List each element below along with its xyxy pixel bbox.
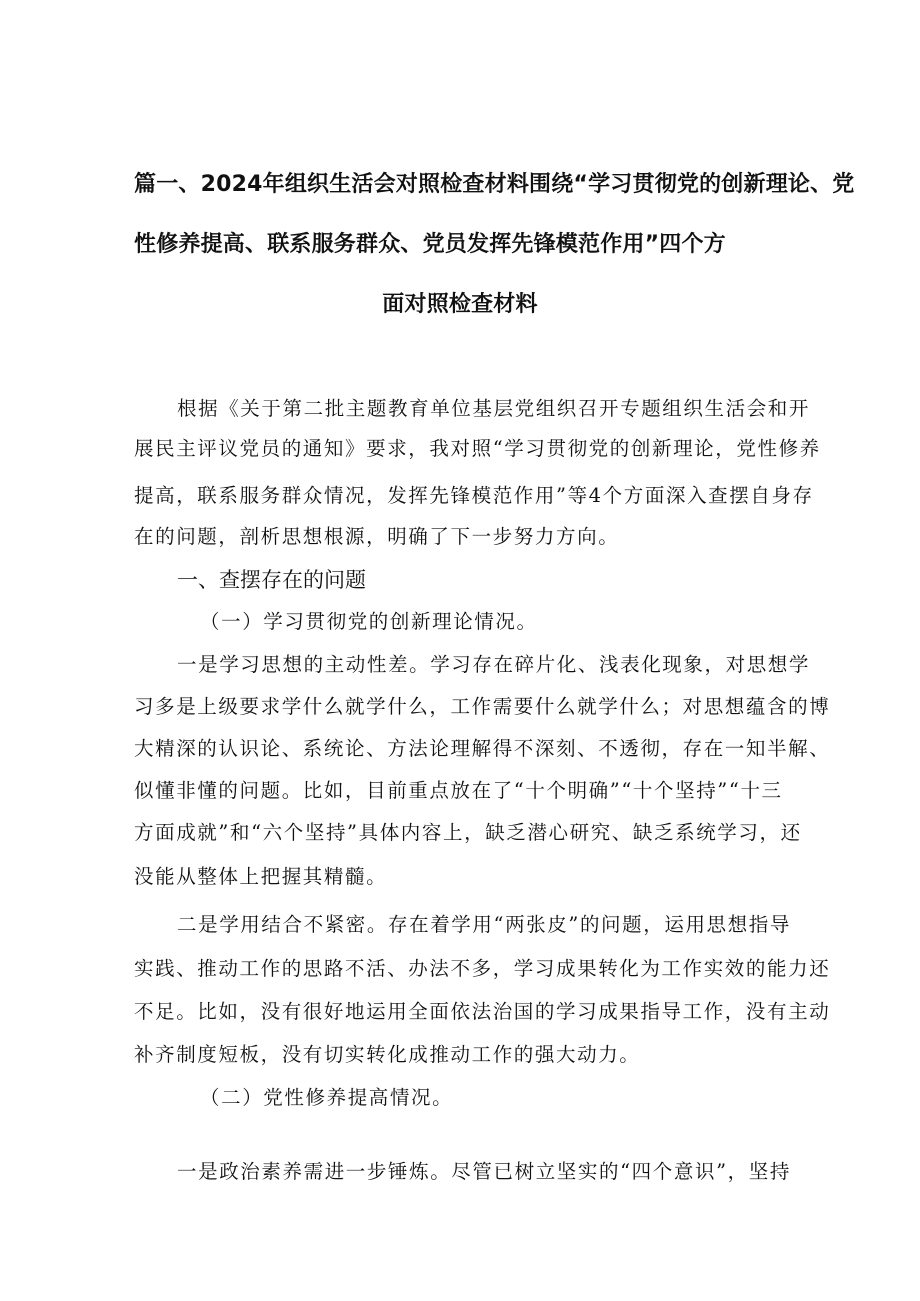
para3-line-1: 一是政治素养需进一步锤炼。尽管已树立坚实的“四个意识”，坚持 <box>177 1160 791 1183</box>
para2-line-2: 实践、推动工作的思路不活、办法不多，学习成果转化为工作实效的能力还 <box>134 957 831 980</box>
section-heading-problems: 一、查摆存在的问题 <box>177 568 366 592</box>
document-title-line-1: 篇一、2024年组织生活会对照检查材料围绕“学习贯彻党的创新理论、党 <box>134 172 855 197</box>
para2-line-3: 不足。比如，没有很好地运用全面依法治国的学习成果指导工作，没有主动 <box>134 1000 831 1023</box>
subsection-heading-theory: （一）学习贯彻党的创新理论情况。 <box>200 610 538 633</box>
intro-line-4: 在的问题，剖析思想根源，明确了下一步努力方向。 <box>134 525 620 548</box>
document-title-line-3: 面对照检查材料 <box>382 292 538 317</box>
para2-line-1: 二是学用结合不紧密。存在着学用“两张皮”的问题，运用思想指导 <box>177 913 791 936</box>
para1-line-6: 没能从整体上把握其精髓。 <box>134 865 388 888</box>
para2-line-4: 补齐制度短板，没有切实转化成推动工作的强大动力。 <box>134 1043 641 1066</box>
para1-line-4: 似懂非懂的问题。比如，目前重点放在了“十个明确”“十个坚持”“十三 <box>134 779 783 802</box>
intro-line-1: 根据《关于第二批主题教育单位基层党组织召开专题组织生活会和开 <box>177 397 811 420</box>
para1-line-2: 习多是上级要求学什么就学什么，工作需要什么就学什么；对思想蕴含的博 <box>134 695 831 718</box>
subsection-heading-party-spirit: （二）党性修养提高情况。 <box>200 1086 454 1109</box>
para1-line-5: 方面成就”和“六个坚持”具体内容上，缺乏潜心研究、缺乏系统学习，还 <box>134 821 802 844</box>
document-title-line-2: 性修养提高、联系服务群众、党员发挥先锋模范作用”四个方 <box>134 232 726 257</box>
para1-line-1: 一是学习思想的主动性差。学习存在碎片化、浅表化现象，对思想学 <box>177 653 811 676</box>
intro-line-2: 展民主评议党员的通知》要求，我对照“学习贯彻党的创新理论，党性修养 <box>134 437 821 460</box>
intro-line-3: 提高，联系服务群众情况，发挥先锋模范作用”等4个方面深入查摆自身存 <box>134 484 814 507</box>
para1-line-3: 大精深的认识论、系统论、方法论理解得不深刻、不透彻，存在一知半解、 <box>134 737 831 760</box>
